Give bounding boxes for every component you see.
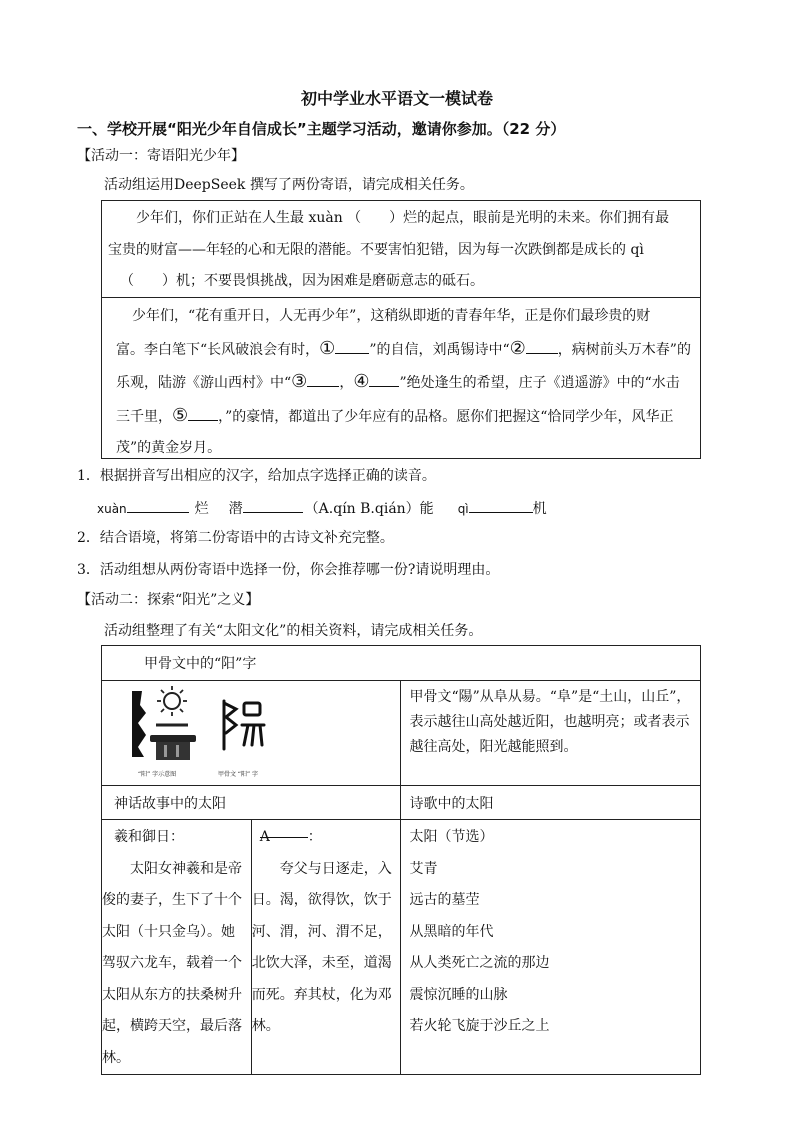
- blank-5-marker: ⑤: [172, 404, 189, 426]
- sun-culture-table: [101, 645, 701, 1075]
- myth-header: 神话故事中的太阳: [102, 786, 401, 820]
- answer-a-blank[interactable]: [259, 822, 308, 845]
- blank-4[interactable]: [369, 371, 399, 387]
- poem-header: 诗歌中的太阳: [401, 786, 701, 820]
- poem-line: 若火轮飞旋于沙丘之上: [409, 1018, 550, 1034]
- oracle-image-cell: [102, 681, 401, 786]
- myth-xihe-cell: [102, 820, 252, 1075]
- message-2-line-1: 少年们，“花有重开日，人无再少年”，这稍纵即逝的青春年华，正是你们最珍贵的财: [132, 308, 651, 324]
- message-box: [101, 200, 701, 459]
- oracle-explanation: 甲骨文“陽”从阜从昜。“阜”是“土山，山丘”，表示越往山高处越近阳，也越明亮；或者表示越往高处，阳光越能照到。: [401, 681, 701, 786]
- yang-oracle-illustration: [120, 683, 320, 783]
- poem-line: 远古的墓茔: [409, 892, 480, 908]
- myth-xihe-title: 羲和御日：: [114, 829, 184, 845]
- message-2-line-2: 富。李白笔下“长风破浪会有时，① ”的自信，刘禹锡诗中“② ，病树前头万木春”的: [116, 337, 691, 359]
- answer-xuan-blank[interactable]: [127, 497, 189, 513]
- message-2-line-3: 乐观，陆游《游山西村》中“③ ，④ ”绝处逢生的希望，庄子《逍遥游》中的“水击: [116, 371, 680, 392]
- activity1-title: 【活动一：寄语阳光少年】: [77, 148, 245, 164]
- blank-2[interactable]: [526, 338, 558, 354]
- message-1-line-2: 宝贵的财富——年轻的心和无限的潜能。不要害怕犯错，因为每一次跌倒都是成长的 qì: [108, 241, 644, 258]
- poem-line: 艾青: [409, 860, 438, 877]
- activity2-intro: 活动组整理了有关“太阳文化”的相关资料，请完成相关任务。: [104, 623, 483, 639]
- poem-line: 震惊沉睡的山脉: [409, 986, 508, 1003]
- img-caption-right: 甲骨文 “阳” 字: [218, 771, 259, 778]
- question-3: 3．活动组想从两份寄语中选择一份，你会推荐哪一份?请说明理由。: [77, 562, 500, 578]
- message-2-line-5: 茂”的黄金岁月。: [116, 440, 222, 456]
- message-divider: [102, 297, 700, 298]
- table-header: 甲骨文中的“阳”字: [102, 646, 701, 681]
- message-1-line-3: （ ）机；不要畏惧挑战，因为困难是磨砺意志的砥石。: [120, 273, 484, 289]
- activity1-intro: 活动组运用DeepSeek 撰写了两份寄语，请完成相关任务。: [104, 177, 474, 193]
- myth-kuafu-text: 夸父与日逐走，入日。渴，欲得饮，饮于河、渭，河、渭不足，北饮大泽，未至，道渴而死。弃其杖，化为邓林。: [251, 860, 392, 1034]
- question-1-answers: xuàn 烂 潜 （A.qín B.qián）能 qì 机: [97, 497, 547, 519]
- poem-line: 从人类死亡之流的那边: [409, 955, 550, 971]
- page-title: 初中学业水平语文一模试卷: [300, 89, 493, 108]
- blank-3-marker: ③: [291, 371, 308, 392]
- poem-cell: [401, 820, 701, 1075]
- blank-1[interactable]: [335, 338, 369, 354]
- blank-4-marker: ④: [353, 371, 370, 392]
- question-2: 2．结合语境，将第二份寄语中的古诗文补充完整。: [77, 530, 394, 546]
- message-2: [116, 301, 696, 465]
- img-caption-left: “阳” 字示意图: [138, 771, 177, 778]
- section-heading: 一、学校开展“阳光少年自信成长”主题学习活动，邀请你参加。（22 分）: [77, 120, 566, 138]
- answer-a-label: A: [259, 829, 270, 845]
- answer-qian-blank[interactable]: [243, 497, 303, 513]
- oracle-yang-glyph-icon: [224, 701, 264, 749]
- message-1-line-1: 少年们，你们正站在人生最 xuàn （ ）烂的起点，眼前是光明的未来。你们拥有最: [136, 210, 670, 226]
- message-1: [108, 203, 696, 298]
- poem-line: 太阳（节选）: [409, 829, 494, 845]
- blank-1-marker: ①: [319, 337, 336, 359]
- activity2-title: 【活动二：探索“阳光”之义】: [77, 592, 260, 608]
- poem-line: 从黑暗的年代: [409, 923, 494, 940]
- blank-3[interactable]: [307, 371, 339, 387]
- myth-xihe-text: 太阳女神羲和是帝俊的妻子，生下了十个太阳（十只金乌）。她驾驭六龙车，载着一个太阳从东方的扶桑树升起，横跨天空，最后落林。: [102, 860, 242, 1066]
- yang-diagram-icon: [132, 686, 196, 760]
- blank-2-marker: ②: [509, 337, 526, 359]
- blank-5[interactable]: [188, 405, 218, 421]
- myth-kuafu-cell: A ： 夸父与日逐走，入日。渴，欲得饮，饮于河、渭，河、渭不足，北饮大泽，未至，道渴而死。弃其杖，化为邓林。: [251, 820, 401, 1075]
- answer-qi-blank[interactable]: [469, 497, 533, 513]
- question-1: 1．根据拼音写出相应的汉字，给加点字选择正确的读音。: [77, 468, 436, 484]
- message-2-line-4: 三千里，⑤ ，”的豪情，都道出了少年应有的品格。愿你们把握这“恰同学少年，风华正: [116, 404, 674, 426]
